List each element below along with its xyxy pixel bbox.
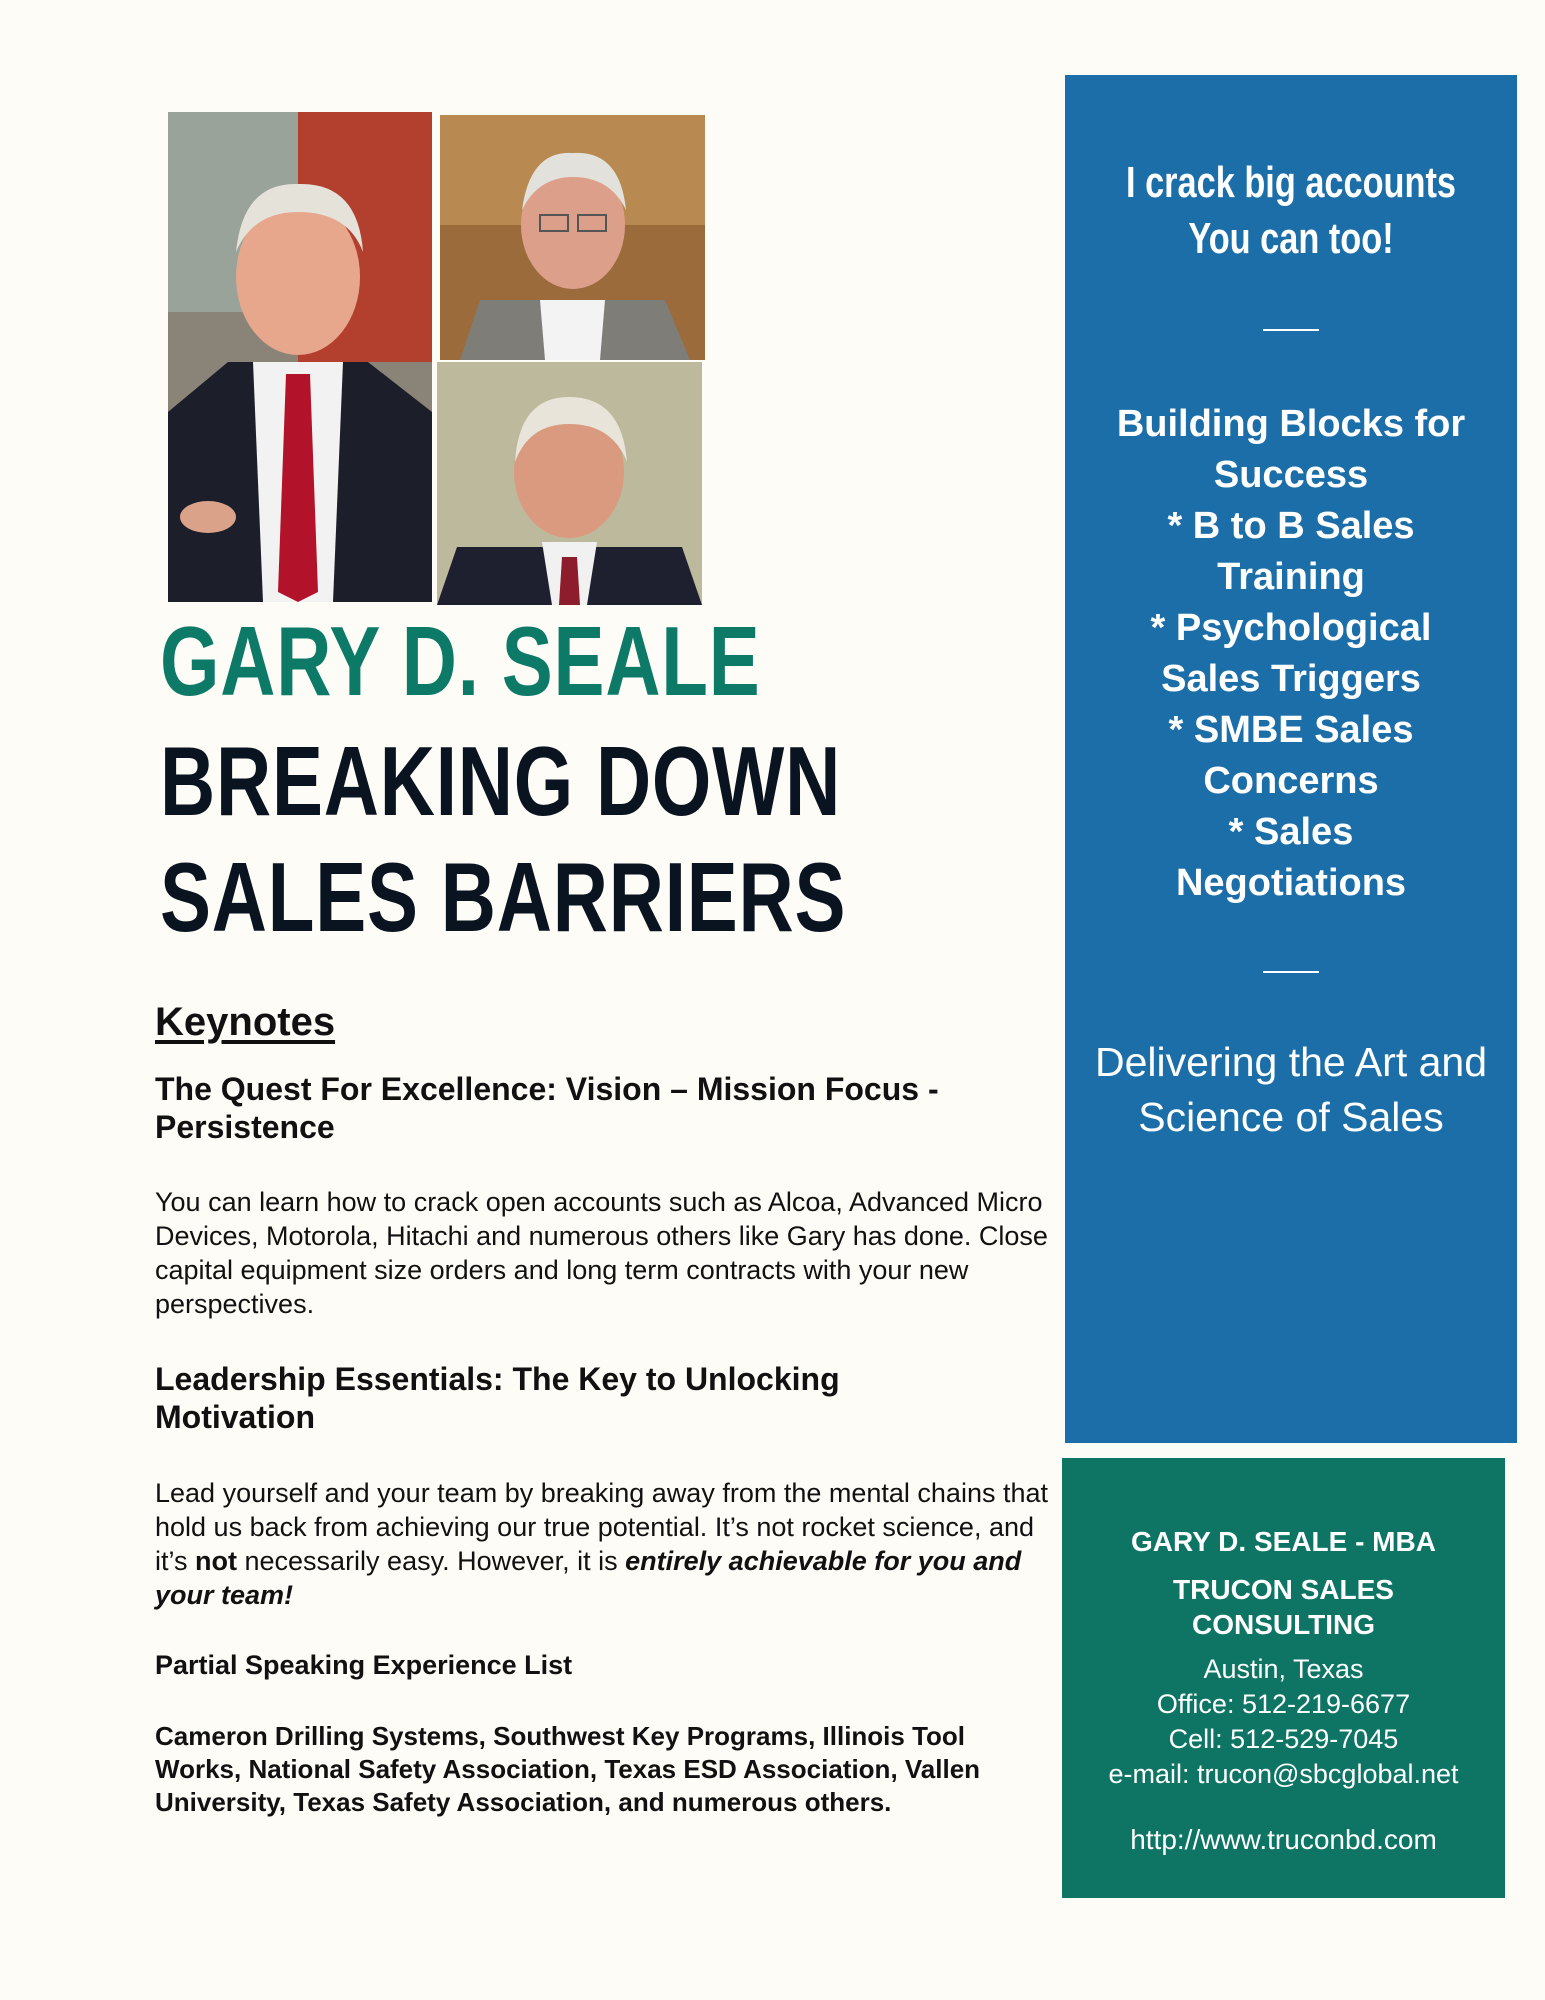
services-line: Concerns: [1203, 760, 1379, 802]
contact-panel: [1062, 1458, 1505, 1898]
services-line: * Sales: [1228, 811, 1354, 853]
divider: [1263, 329, 1319, 331]
keynote-body-emphasis: entirely achievable for you and your team!: [155, 1546, 1022, 1610]
services-line: * SMBE Sales: [1168, 709, 1414, 751]
services-line: Success: [1213, 454, 1369, 496]
speaking-experience-list: Cameron Drilling Systems, Southwest Key Programs, Illinois Tool Works, National Safety Association, Texas ESD Association, Vallen University, Texas Safety Association, and numerous others.: [155, 1721, 981, 1817]
contact-details: [1062, 1652, 1505, 1792]
speaker-photo-presenting: [168, 112, 432, 602]
headline-name: GARY D. SEALE: [160, 606, 761, 716]
headline-title-line-1: BREAKING DOWN: [160, 726, 842, 836]
contact-company: TRUCON SALES CONSULTING: [1173, 1574, 1394, 1640]
keynote-body-text: Lead yourself and your team by breaking away from the mental chains that hold us back from achieving our true potential. It’s not rocket science, and it’s: [155, 1478, 1048, 1576]
services-line: Negotiations: [1175, 862, 1407, 904]
contact-cell-phone: Cell: 512-529-7045: [1168, 1724, 1399, 1754]
keynote-body: You can learn how to crack open accounts such as Alcoa, Advanced Micro Devices, Motorola, Hitachi and numerous others like Gary has done. Close capital equipment size orders and long term contracts with your new perspectives.: [155, 1187, 1048, 1319]
tagline: [1115, 155, 1468, 267]
keynote-body: [155, 1476, 1065, 1612]
services-line: * B to B Sales: [1167, 505, 1415, 547]
services-line: * Psychological: [1150, 607, 1432, 649]
keynote-title: Leadership Essentials: The Key to Unlocking Motivation: [155, 1361, 840, 1435]
contact-email[interactable]: e-mail: trucon@sbcglobal.net: [1108, 1759, 1459, 1789]
headline-title-line-2: SALES BARRIERS: [160, 842, 847, 952]
services-line: Building Blocks for: [1116, 403, 1466, 445]
keynotes-heading: Keynotes: [155, 1000, 336, 1044]
speaker-photo-glasses: [440, 115, 705, 360]
contact-city: Austin, Texas: [1203, 1654, 1364, 1684]
services-panel: [1065, 75, 1517, 1443]
website-link[interactable]: http://www.truconbd.com: [1130, 1824, 1437, 1855]
contact-office-phone: Office: 512-219-6677: [1156, 1689, 1411, 1719]
services-list: [1085, 399, 1497, 909]
tagline-line-2: You can too!: [1188, 214, 1394, 263]
speaking-experience-heading: Partial Speaking Experience List: [155, 1650, 573, 1680]
services-line: Sales Triggers: [1161, 658, 1421, 700]
tagline-line-1: I crack big accounts: [1126, 158, 1456, 207]
keynote-body-text: necessarily easy. However, it is: [237, 1546, 626, 1576]
contact-name: GARY D. SEALE - MBA: [1131, 1526, 1436, 1557]
keynote-body-bold: not: [195, 1546, 237, 1576]
divider: [1263, 971, 1319, 973]
delivering-statement: Delivering the Art and Science of Sales: [1095, 1039, 1488, 1140]
services-line: Training: [1217, 556, 1365, 598]
keynote-title: The Quest For Excellence: Vision – Mission Focus - Persistence: [155, 1071, 939, 1145]
speaker-photo-portrait: [437, 362, 702, 605]
